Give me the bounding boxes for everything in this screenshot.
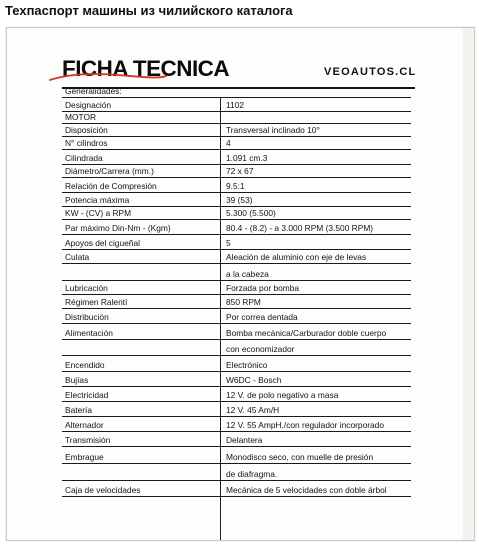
spec-label: KW - (CV) a RPM [65,208,132,218]
brand-logo: VEOAUTOS.CL [324,66,417,78]
spec-row [62,294,411,309]
spec-label: Designación [65,100,112,110]
spec-row [62,480,411,497]
spec-value: Aleación de aluminio con eje de levas [226,252,367,262]
document-title: FICHA TECNICA [62,56,230,81]
spec-row [62,249,411,264]
spec-value: 12 V. 55 AmpH./con regulador incorporado [226,420,384,430]
spec-row [62,136,411,150]
spec-row [62,446,411,464]
red-underline-mark [48,70,168,84]
page-heading: Техпаспорт машины из чилийского каталога [5,3,293,18]
spec-label: MOTOR [65,112,97,122]
scanned-spec-sheet [6,27,475,541]
spec-row [62,164,411,178]
spec-row [62,123,411,137]
spec-value: 72 x 67 [226,166,254,176]
spec-row [62,355,411,372]
spec-label: Distribución [65,312,109,322]
spec-label: Transmisión [65,435,111,445]
spec-value: Monodisco seco, con muelle de presión [226,452,374,462]
spec-row [62,401,411,417]
spec-label: Bujías [65,375,89,385]
spec-label: Lubricación [65,283,108,293]
spec-value: 39 (53) [226,195,253,205]
spec-value: a la cabeza [226,269,269,279]
spec-value: Mecánica de 5 velocidades con doble árbol [226,485,387,495]
spec-value: de diafragma. [226,469,278,479]
spec-label: Encendido [65,360,105,370]
spec-value: Bomba mecánica/Carburador doble cuerpo [226,328,387,338]
spec-label: Alternador [65,420,104,430]
spec-label: Electricidad [65,390,109,400]
spec-value: Transversal inclinado 10° [226,125,320,135]
spec-value: Electrónico [226,360,268,370]
spec-row [62,192,411,207]
spec-label: Régimen Ralentí [65,297,128,307]
spec-label: Cilindrada [65,153,103,163]
spec-row [62,263,411,281]
spec-label: Apoyos del cigueñal [65,238,140,248]
spec-value: 12 V. de polo negativo a masa [226,390,339,400]
spec-label: Diámetro/Carrera (mm.) [65,166,154,176]
spec-row [62,416,411,432]
spec-row [62,463,411,481]
spec-label: Alimentación [65,328,113,338]
spec-label: Caja de velocidades [65,485,141,495]
spec-row [62,177,411,193]
spec-value: 12 V. 45 Am/H [226,405,280,415]
spec-row [62,149,411,165]
spec-row [62,234,411,250]
spec-row [62,280,411,295]
spec-value: W6DC - Bosch [226,375,282,385]
spec-row [62,308,411,324]
spec-label: Generalidades: [65,86,122,96]
spec-value: Delantera [226,435,263,445]
spec-value: 1102 [226,100,245,110]
spec-value: 1.091 cm.3 [226,153,268,163]
scan-edge [463,28,474,540]
spec-row [62,323,411,340]
spec-value: 850 RPM [226,297,261,307]
spec-row [62,206,411,220]
spec-label: Embrague [65,452,104,462]
spec-row [62,219,411,235]
spec-value: 5 [226,238,231,248]
spec-value: 80.4 - (8.2) - a 3.000 RPM (3.500 RPM) [226,223,374,233]
spec-label: Culata [65,252,90,262]
spec-row [62,386,411,402]
spec-label: Par máximo Din-Nm - (Kgm) [65,223,171,233]
spec-value: con economizador [226,344,295,354]
spec-label: Disposición [65,125,108,135]
spec-row [62,371,411,387]
spec-value: 4 [226,138,231,148]
spec-value: 9.5:1 [226,181,245,191]
spec-label: N° cilindros [65,138,108,148]
spec-label: Relación de Compresión [65,181,157,191]
spec-label: Batería [65,405,93,415]
spec-row [62,97,411,112]
spec-value: 5.300 (5.500) [226,208,276,218]
spec-label: Potencia máxima [65,195,130,205]
spec-row [62,339,411,356]
spec-row [62,431,411,447]
spec-value: Forzada por bomba [226,283,300,293]
spec-value: Por correa dentada [226,312,298,322]
